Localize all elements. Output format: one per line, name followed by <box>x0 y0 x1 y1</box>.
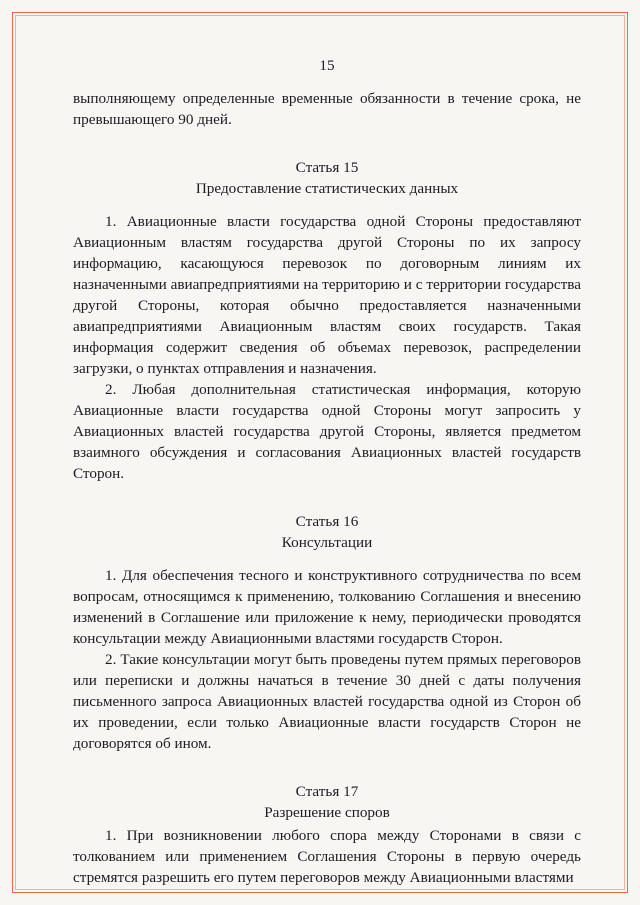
article-number: Статья 16 <box>295 513 359 530</box>
article-17 <box>73 781 581 888</box>
article-paragraph: 1. Авиационные власти государства одной Стороны предоставляют Авиационным властям государства другой Стороны по их запросу информацию, касающуюся перевозок по договорным линиям их назначенными авиапредприятиями на территорию и с территории государства другой Стороны, которая обычно предоставляется назначенными авиапредприятиями Авиационным властям своих государств. Такая информация содержит сведения об объемах перевозок, распределении загрузки, о пунктах отправления и назначения. <box>73 213 581 377</box>
article-paragraph: 1. При возникновении любого спора между Сторонами в связи с толкованием или применением Соглашения Стороны в первую очередь стремятся разрешить его путем переговоров между Авиационными властями <box>73 827 581 886</box>
article-16 <box>73 511 581 754</box>
article-15 <box>73 157 581 484</box>
article-paragraph: 1. Для обеспечения тесного и конструктивного сотрудничества по всем вопросам, относящимся к применению, толкованию Соглашения и внесению изменений в Соглашение или приложение к нему, периодически проводятся консультации между Авиационными властями государств Сторон. <box>73 567 581 647</box>
intro-paragraph: выполняющему определенные временные обязанности в течение срока, не превышающего 90 дней. <box>73 90 581 128</box>
article-paragraph: 2. Такие консультации могут быть проведены путем прямых переговоров или переписки и должны начаться в течение 30 дней с даты получения письменного запроса Авиационных властей государства одной из Сторон об их проведении, если только Авиационные власти государств Сторон не договорятся об ином. <box>73 651 581 752</box>
article-title: Консультации <box>281 534 373 551</box>
article-number: Статья 15 <box>295 159 359 176</box>
article-number: Статья 17 <box>295 783 359 800</box>
article-paragraph: 2. Любая дополнительная статистическая информация, которую Авиационные власти государства одной Стороны могут запросить у Авиационных властей государства другой Стороны, является предметом взаимного обсуждения и согласования Авиационных властей государств Сторон. <box>73 381 581 482</box>
page-content <box>73 55 581 888</box>
article-title: Разрешение споров <box>264 804 390 821</box>
page-number: 15 <box>319 57 335 74</box>
article-title: Предоставление статистических данных <box>195 180 459 197</box>
